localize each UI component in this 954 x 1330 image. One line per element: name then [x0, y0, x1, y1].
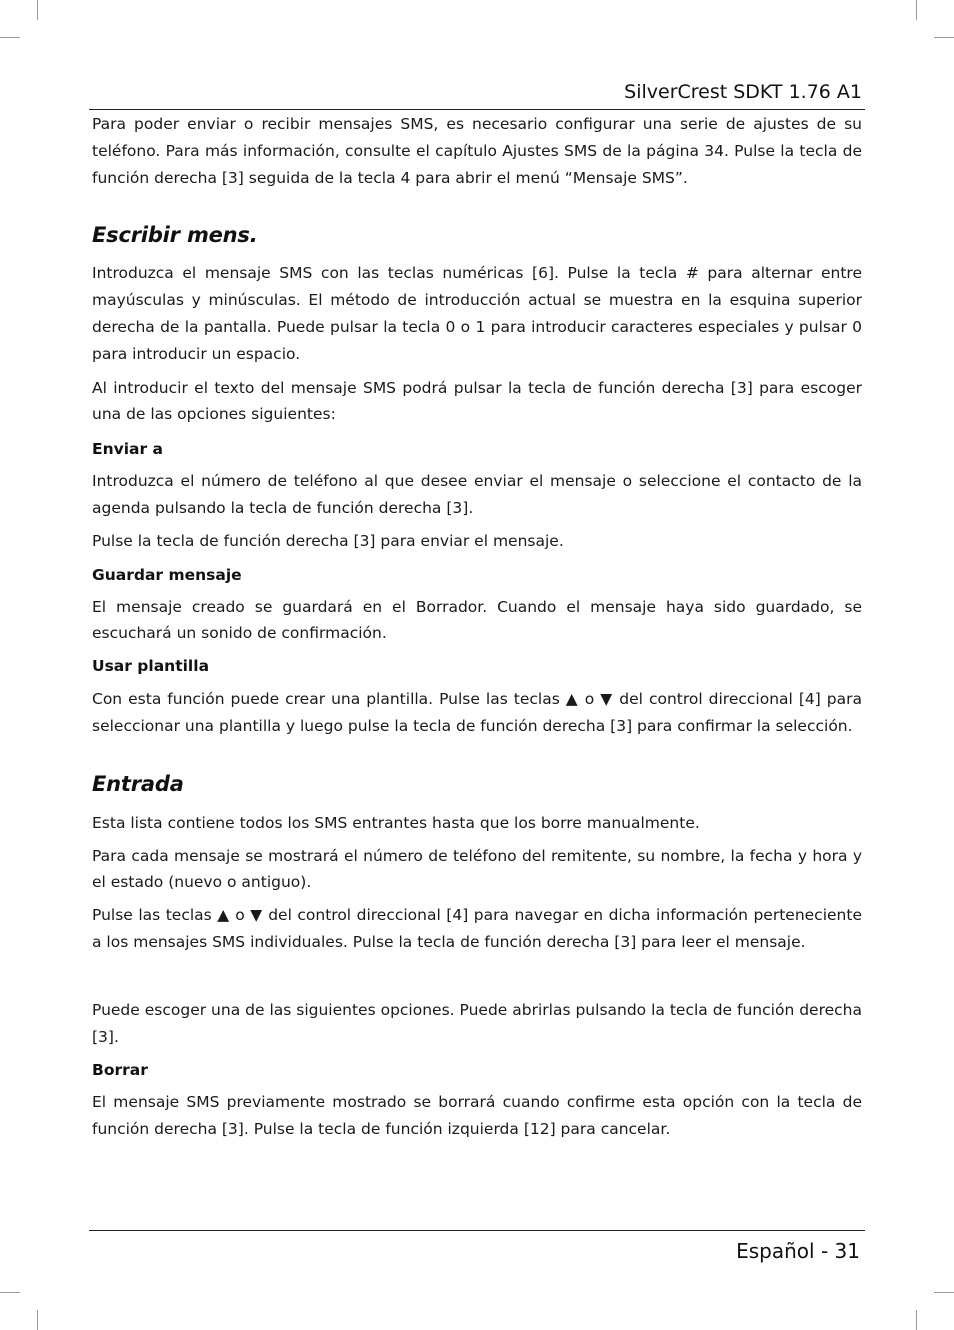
subheading-save: Guardar mensaje	[92, 565, 242, 584]
page-header-title: SilverCrest SDKT 1.76 A1	[624, 81, 862, 103]
subheading-delete: Borrar	[92, 1061, 148, 1080]
save-paragraph-1: El mensaje creado se guardará en el Borrador. Cuando el mensaje haya sido guardado, se escuchará un sonido de confirmación.	[92, 597, 862, 643]
inbox-paragraph-4: Puede escoger una de las siguientes opciones. Puede abrirlas pulsando la tecla de función derecha [3].	[92, 1000, 862, 1046]
section-heading-write: Escribir mens.	[92, 223, 258, 248]
intro-paragraph: Para poder enviar o recibir mensajes SMS, es necesario configurar una serie de ajustes de su teléfono. Para más información, consulte el capítulo Ajustes SMS de la página 34. Pulse la tecla de función derecha [3] seguida de la tecla 4 para abrir el menú “Mensaje SMS”.	[92, 115, 862, 187]
inbox-paragraph-2: Para cada mensaje se mostrará el número de teléfono del remitente, su nombre, la fecha y hora y el estado (nuevo o antiguo).	[92, 846, 862, 892]
footer-rule	[89, 1230, 865, 1231]
crop-mark	[0, 37, 20, 38]
crop-mark	[934, 37, 954, 38]
page-content	[92, 111, 862, 1143]
page-footer	[736, 1237, 860, 1265]
crop-mark	[916, 1310, 917, 1330]
subheading-template: Usar plantilla	[92, 657, 210, 676]
send-paragraph-1: Introduzca el número de teléfono al que desee enviar el mensaje o seleccione el contacto de la agenda pulsando la tecla de función derecha [3].	[92, 472, 862, 517]
header-rule	[89, 109, 865, 110]
write-paragraph-1: Introduzca el mensaje SMS con las teclas numéricas [6]. Pulse la tecla # para alternar entre mayúsculas y minúsculas. El método de introducción actual se muestra en la esquina superior derecha de la pantalla. Puede pulsar la tecla 0 o 1 para introducir caracteres especiales y pulsar 0 para introducir un espacio.	[92, 264, 862, 363]
crop-mark	[37, 0, 38, 20]
crop-mark	[916, 0, 917, 20]
template-paragraph-1: Con esta función puede crear una plantilla. Pulse las teclas ▲ o ▼ del control direccional [4] para seleccionar una plantilla y luego pulse la tecla de función derecha [3] para confirmar la selección.	[92, 690, 862, 735]
subheading-send: Enviar a	[92, 440, 163, 459]
footer-language: Español	[736, 1239, 815, 1263]
delete-paragraph-1: El mensaje SMS previamente mostrado se borrará cuando confirme esta opción con la tecla de función derecha [3]. Pulse la tecla de función izquierda [12] para cancelar.	[92, 1093, 862, 1139]
footer-separator: -	[814, 1239, 835, 1263]
inbox-paragraph-3: Pulse las teclas ▲ o ▼ del control direccional [4] para navegar en dicha información perteneciente a los mensajes SMS individuales. Pulse la tecla de función derecha [3] para leer el mensaje.	[92, 906, 862, 951]
section-heading-inbox: Entrada	[92, 771, 184, 796]
send-paragraph-2: Pulse la tecla de función derecha [3] para enviar el mensaje.	[92, 531, 564, 550]
crop-mark	[934, 1292, 954, 1293]
footer-page-number: 31	[834, 1239, 860, 1263]
crop-mark	[0, 1292, 20, 1293]
crop-mark	[37, 1310, 38, 1330]
write-paragraph-2: Al introducir el texto del mensaje SMS podrá pulsar la tecla de función derecha [3] para escoger una de las opciones siguientes:	[92, 378, 862, 424]
inbox-paragraph-1: Esta lista contiene todos los SMS entrantes hasta que los borre manualmente.	[92, 813, 700, 832]
